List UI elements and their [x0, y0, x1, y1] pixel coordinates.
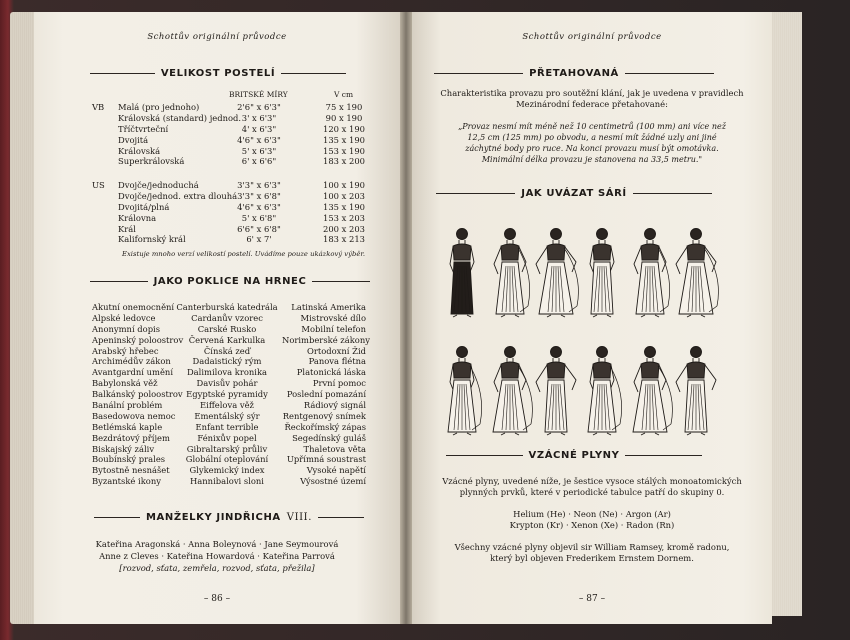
pot-lid-item: Alpské ledovce [92, 312, 156, 323]
pot-lid-item: Eiffelova věž [200, 400, 254, 411]
pot-lid-item: Řeckořímský zápas [284, 421, 366, 432]
heading-rule [446, 455, 523, 456]
bed-size-british: 6' x 7' [246, 234, 272, 245]
rope-quote-2: 12,5 cm (125 mm) po obvodu, a nesmí mít žádné uzly ani jiné [467, 133, 717, 142]
bed-size-british: 3'3" x 6'3" [237, 180, 281, 190]
pot-lid-heading [90, 276, 370, 287]
heading-rule [90, 281, 148, 282]
bed-size-cm: 183 x 200 [322, 156, 366, 167]
gas-note-1: Všechny vzácné plyny objevil sir William Ramsey, kromě radonu, [454, 542, 730, 552]
gas-note-2: který byl objeven Frederikem Ernstem Dornem. [490, 553, 694, 563]
heading-rule [318, 517, 364, 518]
sari-heading [436, 188, 712, 199]
bed-size-name: Superkrálovská [118, 156, 185, 167]
pot-lid-item: Biskajský záliv [92, 443, 155, 454]
bed-size-british: 3' x 6'3" [241, 112, 277, 123]
pot-lid-item: Rentgenový snímek [282, 410, 366, 421]
bed-size-cm: 75 x 190 [325, 102, 363, 112]
right-page [412, 12, 772, 624]
rope-intro-2: Mezinárodní federace přetahované: [516, 99, 668, 109]
pot-lid-item: Segedínský guláš [292, 432, 366, 443]
pot-lid-item: Mobilní telefon [301, 323, 366, 334]
sari-step-figure [676, 229, 718, 318]
pot-lid-item: Basedowova nemoc [92, 410, 176, 421]
pot-lid-item: Čínská zeď [203, 345, 251, 356]
bed-size-british: 5' x 6'3" [241, 145, 277, 156]
bed-size-name: Dvojitá [118, 134, 149, 145]
heading-rule [625, 455, 702, 456]
col-head-cm: V cm [334, 90, 354, 99]
heading-rule [281, 73, 346, 74]
noble-gases-heading [446, 450, 702, 461]
pot-lid-item: Vysoké napětí [306, 465, 366, 476]
pot-lid-item: Panova flétna [308, 356, 366, 367]
pot-lid-item: Davisův pohár [196, 378, 258, 389]
running-head-left: Schottův originální průvodce [147, 32, 287, 42]
bed-size-british: 3'3" x 6'8" [237, 190, 281, 201]
henry-wives-line-1: Kateřina Aragonská · Anna Boleynová · Jane Seymourová [95, 539, 339, 549]
bed-size-name: Dvojče/jednoduchá [118, 180, 199, 190]
bed-size-cm: 90 x 190 [325, 112, 363, 123]
sari-illustration [440, 208, 740, 448]
bed-sizes-title: VELIKOST POSTELÍ [160, 68, 276, 79]
pot-lid-item: Canterburská katedrála [176, 302, 278, 312]
pot-lid-item: Enfant terrible [195, 421, 259, 432]
bed-size-cm: 120 x 190 [322, 123, 366, 134]
pot-lid-item: Balkánský poloostrov [92, 389, 183, 400]
noble-gases-title: VZÁCNÉ PLYNY [528, 450, 620, 461]
pot-lid-item: Dalimilova kronika [186, 367, 268, 378]
sari-step-figure [450, 229, 474, 318]
vb-names-column [118, 102, 241, 167]
sari-title: JAK UVÁZAT SÁRÍ [521, 188, 627, 199]
bed-size-british: 4' x 6'3" [241, 123, 277, 134]
sari-step-figure [536, 347, 576, 436]
pot-list-column-2 [174, 302, 280, 487]
pot-lid-item: Norimberské zákony [282, 334, 370, 345]
bed-note: Existuje mnoho verzí velikostí postelí. Uvádíme pouze ukázkový výběr. [122, 250, 366, 258]
heading-rule [436, 193, 515, 194]
rope-quote-3: záchytné body pro ruce. Na konci provazu musí být omotávka. [465, 144, 719, 153]
pot-lid-item: Anonymní dopis [92, 323, 161, 334]
bed-size-name: Královská (standard) jednod. [118, 112, 242, 123]
pot-lid-item: Betlémská kaple [92, 421, 163, 432]
pot-lid-item: Byzantské ikony [92, 476, 161, 487]
pot-lid-item: Egyptské pyramidy [186, 389, 268, 400]
pot-lid-item: Thaletova věta [303, 443, 366, 454]
book-gutter [400, 12, 412, 624]
bed-size-british: 5' x 6'8" [241, 212, 277, 223]
pot-lid-item: Arabský hřebec [92, 345, 159, 356]
pot-lid-item: Poslední pomazání [286, 389, 366, 400]
pot-lid-item: Červená Karkulka [188, 334, 266, 345]
heading-rule [434, 73, 523, 74]
sari-step-figure [494, 229, 530, 318]
pot-lid-item: Boubínský prales [92, 454, 166, 465]
bed-size-cm: 100 x 190 [322, 180, 366, 190]
pot-lid-item: Carské Rusko [197, 323, 257, 334]
pot-lid-item: Latinská Amerika [291, 302, 366, 312]
heading-rule [625, 73, 714, 74]
sari-step-figure [493, 347, 532, 436]
sari-step-figure [448, 347, 482, 436]
col-head-british: BRITSKÉ MÍRY [229, 90, 288, 99]
bed-size-name: Dvojitá/plná [118, 201, 170, 212]
pot-lid-item: Dadaistický rým [192, 356, 262, 367]
pot-lid-item: Apeninský poloostrov [92, 334, 184, 345]
bed-size-british: 4'6" x 6'3" [237, 201, 281, 212]
pot-lid-item: Ortodoxní Žid [307, 345, 366, 356]
henry-wives-fates: [rozvod, sťata, zemřela, rozvod, sťata, přežila] [119, 563, 315, 573]
heading-rule [312, 281, 370, 282]
pot-lid-item: Cardanův vzorec [191, 312, 263, 323]
bed-size-name: Královna [118, 212, 157, 223]
bed-size-cm: 100 x 203 [322, 190, 366, 201]
bed-size-cm: 200 x 203 [322, 223, 366, 234]
rope-quote-1: „Provaz nesmí mít méně než 10 centimetrů (100 mm) ani více než [458, 122, 726, 131]
sari-step-figure [536, 229, 578, 318]
henry-wives-heading [94, 512, 364, 523]
bed-size-british: 6'6" x 6'8" [237, 223, 281, 234]
pot-lid-item: Mistrovské dílo [300, 312, 366, 323]
running-head-right: Schottův originální průvodce [522, 32, 662, 42]
sari-step-figure [634, 229, 670, 318]
vb-label: VB [92, 102, 105, 112]
vb-british-column [224, 102, 294, 167]
rope-intro-1: Charakteristika provazu pro soutěžní klání, jak je uvedena v pravidlech [440, 88, 744, 98]
bed-size-british: 4'6" x 6'3" [237, 134, 281, 145]
pot-lid-item: Gibraltarský průliv [186, 443, 268, 454]
sari-step-figure [590, 229, 614, 318]
bed-size-cm: 153 x 203 [322, 212, 366, 223]
bed-size-cm: 135 x 190 [322, 134, 366, 145]
page-number-right: – 87 – [578, 594, 606, 604]
pot-lid-item: Babylonská věž [92, 378, 158, 389]
pot-list-column-3 [282, 302, 370, 487]
pot-lid-item: Bytostně nesnášet [92, 465, 170, 476]
pot-lid-item: Ementálský sýr [194, 410, 260, 421]
pot-lid-item: Glykemický index [189, 465, 265, 476]
bed-size-name: Tříčtvrteční [118, 123, 169, 134]
bed-size-cm: 153 x 190 [322, 145, 366, 156]
heading-rule [633, 193, 712, 194]
pot-lid-item: Výsostné území [300, 476, 366, 487]
heading-rule [94, 517, 140, 518]
henry-wives-title: MANŽELKY JINDŘICHA [145, 512, 281, 523]
rope-quote-4: Minimální délka provazu je stanovena na 33,5 metru." [481, 155, 703, 164]
gas-line-2: Krypton (Kr) · Xenon (Xe) · Radon (Rn) [509, 520, 675, 530]
henry-wives-numeral: VIII. [286, 512, 313, 523]
bed-size-name: Královská [118, 145, 161, 156]
bed-size-british: 6' x 6'6" [241, 156, 277, 167]
pot-list-column-1 [92, 302, 183, 487]
tug-of-war-title: PŘETAHOVANÁ [529, 68, 619, 79]
pot-lid-item: Hannibalovi sloni [189, 476, 264, 487]
pot-lid-item: Archimédův zákon [92, 356, 171, 367]
pot-lid-item: Banální problém [92, 400, 163, 411]
us-names-column [118, 180, 237, 245]
sari-step-figure [588, 347, 622, 436]
gas-intro-2: plynných prvků, které v periodické tabulce patří do skupiny 0. [459, 487, 725, 497]
henry-wives-line-2: Anne z Cleves · Kateřina Howardová · Kateřina Parrová [99, 551, 335, 561]
us-label: US [92, 180, 105, 190]
bed-size-cm: 135 x 190 [322, 201, 366, 212]
left-page [34, 12, 400, 624]
us-cm-column [314, 180, 374, 245]
gas-intro-1: Vzácné plyny, uvedené níže, je šestice vysoce stálých monoatomických [442, 476, 742, 486]
sari-step-figure [676, 347, 716, 436]
pot-lid-item: Bezdrátový příjem [92, 432, 170, 443]
page-number-left: – 86 – [203, 594, 231, 604]
pot-lid-item: Upřímná soustrast [286, 454, 366, 465]
page-edges-right [772, 12, 802, 616]
pot-lid-item: Globální oteplování [185, 454, 269, 465]
bed-size-name: Dvojče/jednod. extra dlouhá [118, 190, 238, 201]
pot-lid-item: Rádiový signál [303, 400, 366, 411]
pot-lid-item: Avantgardní umění [92, 367, 174, 378]
bed-size-name: Král [118, 223, 136, 234]
tug-of-war-heading [434, 68, 714, 79]
heading-rule [90, 73, 155, 74]
page-edges-left [10, 12, 34, 624]
gas-line-1: Helium (He) · Neon (Ne) · Argon (Ar) [513, 509, 671, 519]
bed-size-name: Kalifornský král [118, 234, 186, 245]
bed-size-name: Malá (pro jednoho) [118, 102, 200, 112]
bed-sizes-heading [90, 68, 346, 79]
pot-lid-item: Akutní onemocnění [92, 302, 175, 312]
sari-step-figure [633, 347, 672, 436]
pot-lid-item: Platonická láska [296, 367, 366, 378]
pot-lid-title: JAKO POKLICE NA HRNEC [153, 276, 307, 287]
bed-size-british: 2'6" x 6'3" [237, 102, 281, 112]
us-british-column [224, 180, 294, 245]
pot-lid-item: První pomoc [312, 378, 366, 389]
bed-size-cm: 183 x 213 [322, 234, 366, 245]
pot-lid-item: Fénixův popel [197, 432, 257, 443]
vb-cm-column [314, 102, 374, 167]
